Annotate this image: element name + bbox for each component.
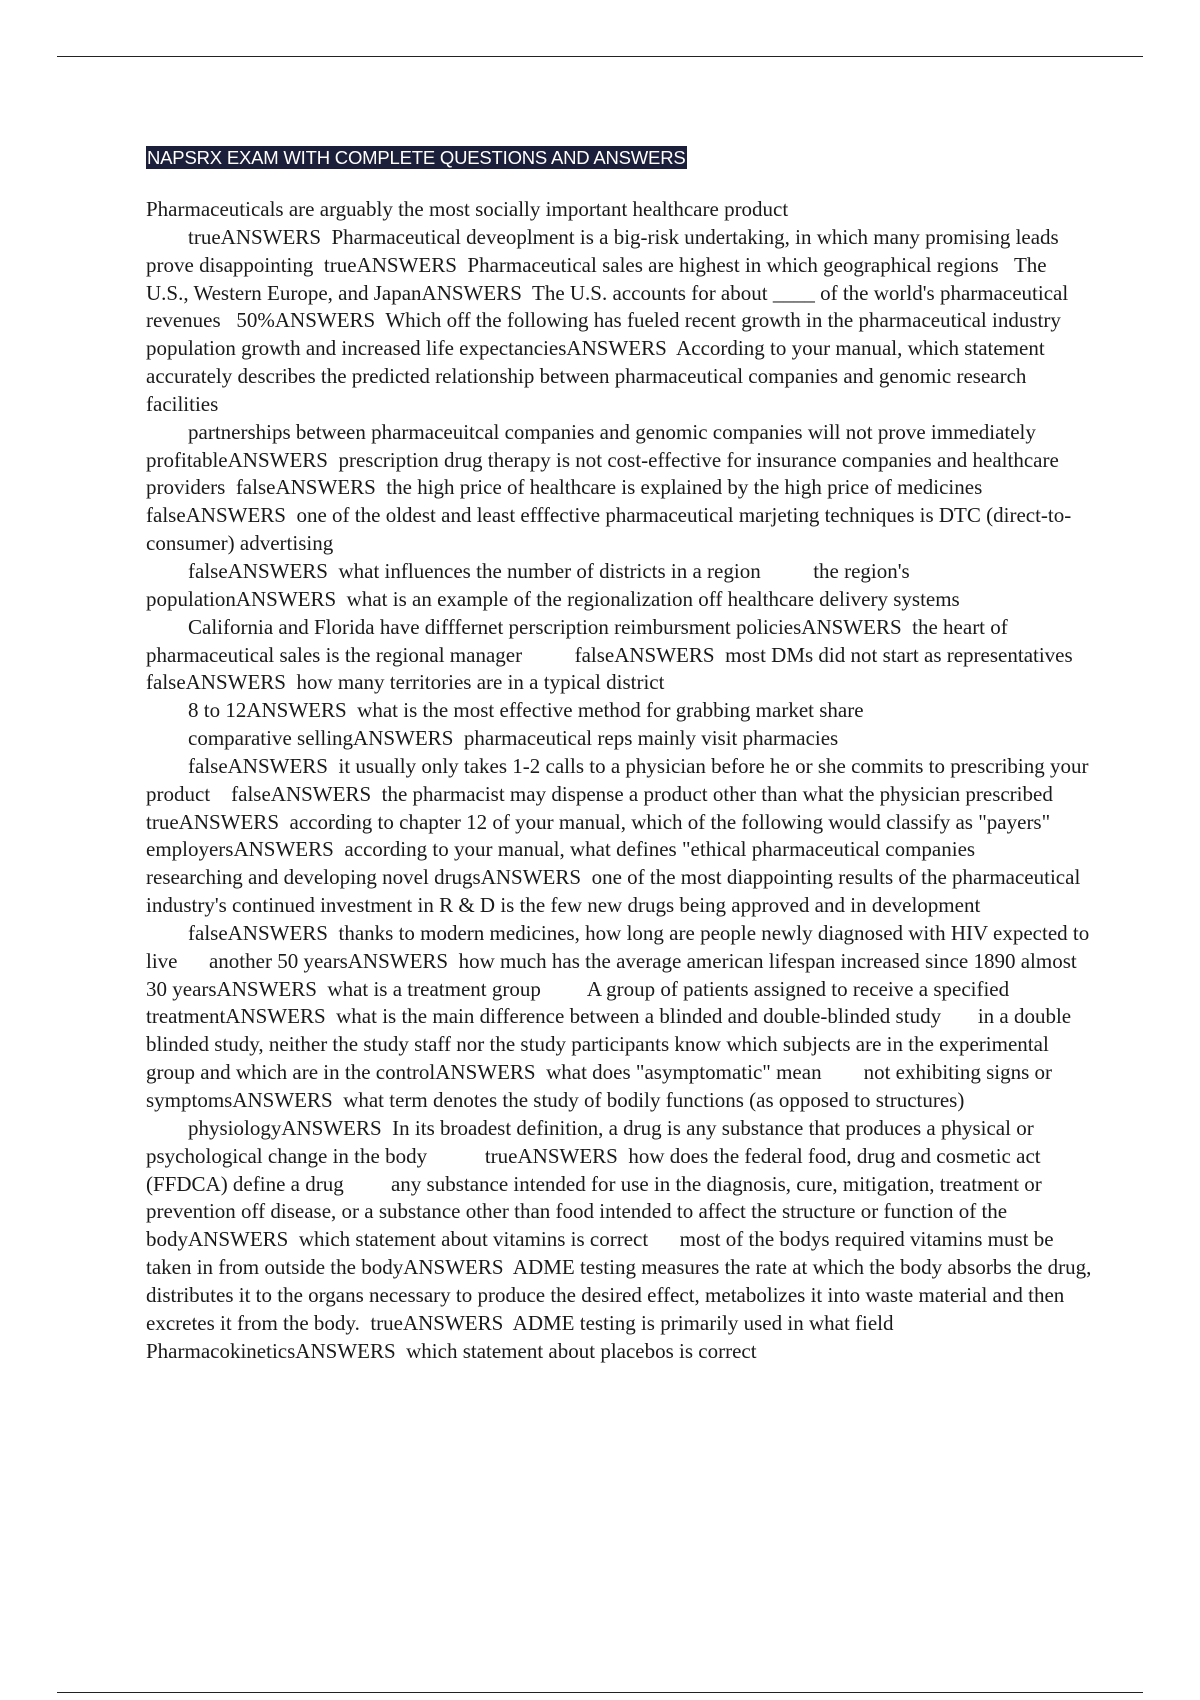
document-title: NAPSRX EXAM WITH COMPLETE QUESTIONS AND ANSWERS — [147, 147, 686, 168]
top-rule — [57, 56, 1143, 57]
document-body: Pharmaceuticals are arguably the most socially important healthcare product trueANSWERS Pharmaceutical deveoplment is a big-risk undertaking, in which many promising leads prove disappointing trueANSWERS Pharmaceutical sales are highest in which geographical regions The U.S., Western Europe, and JapanANSWERS The U.S. accounts for about ____ of the world's pharmaceutical revenues 50%ANSWERS Which off the following has fueled recent growth in the pharmaceutical industry population growth and increased life expectanciesANSWERS According to your manual, which statement accurately describes the predicted relationship between pharmaceutical companies and genomic research facilities partnerships between pharmaceuitcal companies and genomic companies will not prove immediately profitableANSWERS prescription drug therapy is not cost-effective for insurance companies and healthcare providers falseANSWERS the high price of healthcare is explained by the high price of medicines falseANSWERS one of the oldest and least efffective pharmaceutical marjeting techniques is DTC (direct-to-consumer) advertising falseANSWERS what influences the number of districts in a region the region's populationANSWERS what is an example of the regionalization off healthcare delivery systems California and Florida have difffernet perscription reimbursment policiesANSWERS the heart of pharmaceutical sales is the regional manager falseANSWERS most DMs did not start as representatives falseANSWERS how many territories are in a typical district 8 to 12ANSWERS what is the most effective method for grabbing market share comparative sellingANSWERS pharmaceutical reps mainly visit pharmacies falseANSWERS it usually only takes 1-2 calls to a physician before he or she commits to prescribing your product falseANSWERS the pharmacist may dispense a product other than what the physician prescribed trueANSWERS according to chapter 12 of your manual, which of the following would classify as "payers" employersANSWERS according to your manual, what defines "ethical pharmaceutical companies researching and developing novel drugsANSWERS one of the most diappointing results of the pharmaceutical industry's continued investment in R & D is the few new drugs being approved and in development falseANSWERS thanks to modern medicines, how long are people newly diagnosed with HIV expected to live another 50 yearsANSWERS how much has the average american lifespan increased since 1890 almost 30 yearsANSWERS what is a treatment group A group of patients assigned to receive a specified treatmentANSWERS what is the main difference between a blinded and double-blinded study in a double blinded study, neither the study staff nor the study participants know which subjects are in the experimental group and which are in the controlANSWERS what does "asymptomatic" mean not exhibiting signs or symptomsANSWERS what term denotes the study of bodily functions (as opposed to structures) physiologyANSWERS In its broadest definition, a drug is any substance that produces a physical or psychological change in the body trueANSWERS how does the federal food, drug and cosmetic act (FFDCA) define a drug any substance intended for use in the diagnosis, cure, mitigation, treatment or prevention off disease, or a substance other than food intended to affect the structure or function of the bodyANSWERS which statement about vitamins is correct most of the bodys required vitamins must be taken in from outside the bodyANSWERS ADME testing measures the rate at which the body absorbs the drug, distributes it to the organs necessary to produce the desired effect, metabolizes it into waste material and then excretes it from the body. trueANSWERS ADME testing is primarily used in what field PharmacokineticsANSWERS which statement about placebos is correct — [146, 197, 1092, 1363]
title-block — [146, 146, 687, 169]
bottom-rule — [57, 1692, 1143, 1693]
